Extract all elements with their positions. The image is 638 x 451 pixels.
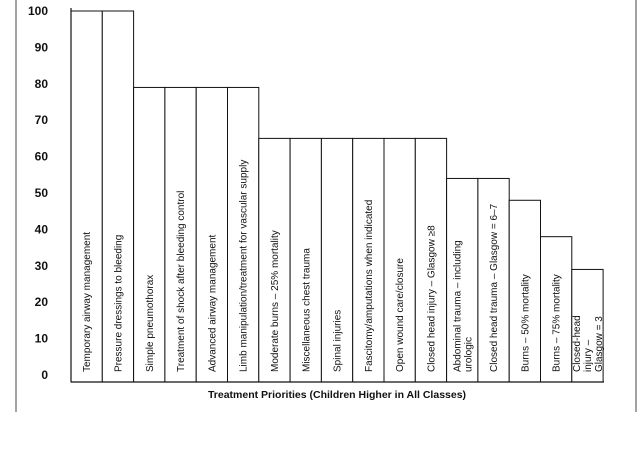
y-tick-label: 30 [34, 258, 48, 273]
y-tick-label: 90 [34, 40, 48, 55]
category-label: Glasgow = 3 [593, 316, 605, 372]
category-label: urologic [463, 336, 475, 372]
category-label: Burns – 75% mortality [551, 274, 563, 372]
category-label: Abdominal trauma – including [452, 240, 464, 372]
category-label: Temporary airway management [82, 231, 94, 372]
category-label: Fascitomy/amputations when indicated [363, 199, 375, 372]
y-tick-label: 50 [34, 186, 48, 200]
x-axis-title: Treatment Priorities (Children Higher in All Classes) [207, 389, 467, 401]
y-tick-label: 80 [34, 76, 48, 91]
category-label: Limb manipulation/treatment for vascular supply [238, 159, 250, 372]
y-tick-label: 0 [41, 368, 48, 382]
y-tick-labels-group [28, 4, 48, 382]
y-tick-label: 60 [34, 149, 48, 164]
category-label: Burns – 50% mortality [520, 274, 532, 372]
y-tick-label: 100 [27, 4, 48, 18]
category-label: Simple pneumothorax [144, 274, 156, 372]
y-tick-label: 70 [34, 113, 48, 128]
category-label: Treatment of shock after bleeding control [176, 190, 188, 372]
category-label: Moderate burns – 25% mortality [269, 230, 281, 372]
category-label: Closed head trauma – Glasgow = 6–7 [489, 203, 501, 372]
category-label: Closed head injury – Glasgow ≥8 [426, 225, 438, 372]
category-label: Closed-head [571, 315, 583, 372]
category-label: Open wound care/closure [395, 258, 407, 372]
y-tick-label: 10 [34, 331, 48, 346]
category-label: injury – [582, 339, 594, 372]
y-tick-label: 40 [34, 222, 48, 237]
category-label: Spinal injuries [332, 309, 344, 372]
category-label: Pressure dressings to bleeding [113, 234, 125, 372]
y-tick-label: 20 [34, 295, 48, 310]
category-label: Miscellaneous chest trauma [301, 248, 313, 372]
category-label: Advanced airway management [207, 234, 219, 372]
